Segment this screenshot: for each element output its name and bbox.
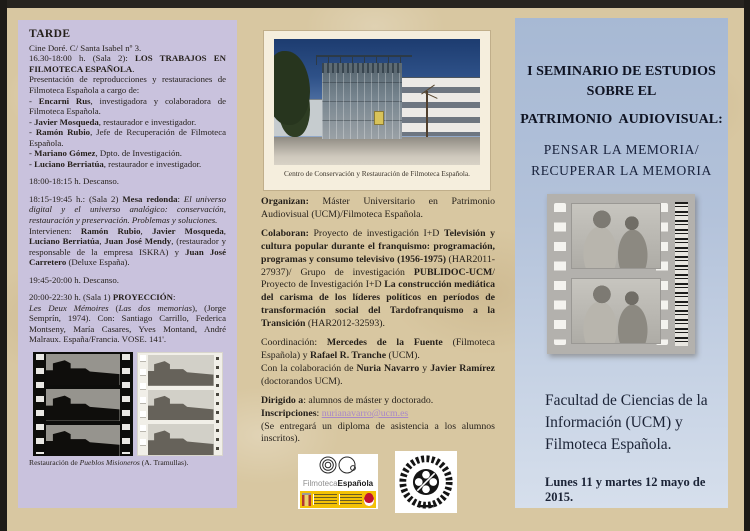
sprocket-holes <box>140 355 146 453</box>
seminar-subtitle-line: RECUPERAR LA MEMORIA <box>531 163 712 178</box>
roundtable-session: 18:15-19:45 h.: (Sala 2) Mesa redonda: El universo digital y el universo analógico: conservación, restauración y preservación. Problemas y soluciones. <box>29 193 227 225</box>
filmoteca-espanola-logo <box>298 454 378 509</box>
film-edge-barcode <box>675 202 688 346</box>
collaborators-paragraph: Colaboran: Proyecto de investigación I+D Televisión y cultura popular durante el franquismo: programación, programas y consumo televisivo (1956-1975) (HAR2011-27937)/ Grupo de investigación PUBLIDOC-UCM/ Proyecto de Investigación I+D La construcción mediática del carisma de los líderes políticos en períodos de transformación social del Tardofranquismo a la Transición (HAR2012-32593). <box>261 228 496 329</box>
seminar-title-line: PATRIMONIO AUDIOVISUAL: <box>520 112 723 127</box>
email-link[interactable]: nurianavarro@ucm.es <box>321 408 409 420</box>
gobierno-text-block <box>313 494 337 505</box>
inscriptions-paragraph <box>261 408 495 421</box>
building-silhouette <box>148 390 214 421</box>
seminar-subtitle-line: PENSAR LA MEMORIA/ <box>543 142 700 157</box>
speaker-item: - Mariano Gómez, Dpto. de Investigación. <box>29 148 182 159</box>
film-frame <box>571 278 661 344</box>
bare-tree <box>426 91 428 137</box>
building-silhouette <box>148 424 214 455</box>
date-text: Lunes 11 y martes 12 mayo de 2015. <box>545 475 706 504</box>
screening-session: 20:00-22:30 h. (Sala 1) PROYECCIÓN: <box>29 292 176 303</box>
scan-border-top <box>0 0 750 8</box>
organizers-paragraph: Organizan: Máster Universitario en Patrimonio Audiovisual (UCM)/Filmoteca Española. <box>261 196 495 220</box>
building-silhouette <box>148 355 214 386</box>
film-strip-positive <box>137 352 223 456</box>
film-frames <box>148 353 214 455</box>
roundtable-participants: Intervienen: Ramón Rubio, Javier Mosqueda, Luciano Berriatúa, Juan José Mendy, (restaurador y responsable de la empresa ISKRA) y Juan José Carretero (Deluxe España). <box>29 225 227 268</box>
film-frame <box>46 389 120 420</box>
schedule-heading: TARDE <box>29 28 71 40</box>
portrait-film-strip <box>547 194 695 354</box>
spain-coat-of-arms-icon <box>302 493 311 506</box>
scan-border-left <box>0 0 7 531</box>
session-1-time: 16.30-18:00 h. (Sala 2): LOS TRABAJOS EN FILMOTECA ESPAÑOLA. <box>29 53 226 74</box>
laurel-wreath-reel-icon <box>397 453 455 511</box>
entrance-sign <box>374 111 384 125</box>
film-frame <box>148 355 214 386</box>
film-frame <box>46 425 120 456</box>
break-2: 19:45-20:00 h. Descanso. <box>29 274 119 285</box>
screening-film-details: Les Deux Mémoires (Las dos memorias), (Jorge Semprín, 1974). Con: Santiago Carrillo, Federica Montseny, María Casares, Yves Montand, André Malraux. España/Francia. VOSE. 141'. <box>29 302 226 345</box>
building-silhouette <box>46 354 120 385</box>
session-1-description: Presentación de reproducciones y restauraciones de Filmoteca Española a cargo de: <box>29 74 226 95</box>
panel-cover <box>515 18 728 508</box>
photo-caption: Centro de Conservación y Restauración de Filmoteca Española. <box>283 169 471 178</box>
ministerio-text-block <box>339 494 363 505</box>
speaker-item: - Javier Mosqueda, restaurador e investigador. <box>29 116 197 127</box>
film-frame <box>148 424 214 455</box>
ministry-red-icon <box>364 493 374 506</box>
scan-border-right <box>744 0 750 531</box>
glass-building-louvers <box>322 63 402 73</box>
seminar-title-line: I SEMINARIO DE ESTUDIOS <box>527 64 716 79</box>
venue-text: Facultad de Ciencias de la Información (UCM) y Filmoteca Española. <box>545 392 708 453</box>
panel-afternoon-schedule <box>18 20 237 508</box>
diploma-note: (Se entregará un diploma de asistencia a los alumnos inscritos). <box>261 420 495 445</box>
building-silhouette <box>46 389 120 420</box>
speaker-item: - Luciano Berriatúa, restaurador e investigador. <box>29 158 202 169</box>
white-office-building <box>392 77 480 136</box>
seminar-info <box>261 196 495 446</box>
pavement <box>274 137 480 165</box>
filmoteca-logo-text <box>300 480 376 488</box>
sprocket-holes <box>554 203 566 345</box>
sprocket-holes <box>36 354 44 454</box>
sprocket-holes <box>122 354 130 454</box>
building-photo-figure <box>264 31 490 190</box>
glass-building <box>322 63 402 139</box>
film-archive-emblem <box>395 451 457 513</box>
film-frame <box>148 390 214 421</box>
restoration-film-strips <box>29 352 226 456</box>
audience-paragraph: Dirigido a: alumnos de máster y doctorado. <box>261 395 434 407</box>
seminar-title-line: SOBRE EL <box>586 84 657 99</box>
coordination-paragraph: Coordinación: Mercedes de la Fuente (Filmoteca Española) y Rafael R. Tranche (UCM). <box>261 337 496 362</box>
filmoteca-reels-icon <box>316 456 360 474</box>
venue-address: Cine Doré. C/ Santa Isabel nº 3. <box>29 42 142 53</box>
building-silhouette <box>46 425 120 456</box>
inscriptions-label: Inscripciones: <box>261 408 322 420</box>
filmoteca-logo-text-bold: Española <box>337 479 374 488</box>
film-frame <box>571 203 661 269</box>
speaker-item: - Encarni Rus, investigadora y colaboradora de Filmoteca Española. <box>29 95 226 117</box>
film-edge-markings <box>216 357 219 451</box>
break-1: 18:00-18:15 h. Descanso. <box>29 176 119 187</box>
building-photo <box>274 39 480 165</box>
film-strip-negative <box>33 352 133 456</box>
assistants-paragraph: Con la colaboración de Nuria Navarro y Javier Ramírez (doctorandos UCM). <box>261 362 495 387</box>
filmoteca-logo-text-light: Filmoteca <box>302 479 338 488</box>
speaker-item: - Ramón Rubio, Jefe de Recuperación de Filmoteca Española. <box>29 127 227 148</box>
film-frames <box>46 352 120 456</box>
film-strip-caption: Restauración de Pueblos Misioneros (A. Tramullas). <box>29 458 189 468</box>
tree-foliage <box>274 51 310 125</box>
ministry-banner <box>300 491 376 508</box>
film-frame <box>46 354 120 385</box>
